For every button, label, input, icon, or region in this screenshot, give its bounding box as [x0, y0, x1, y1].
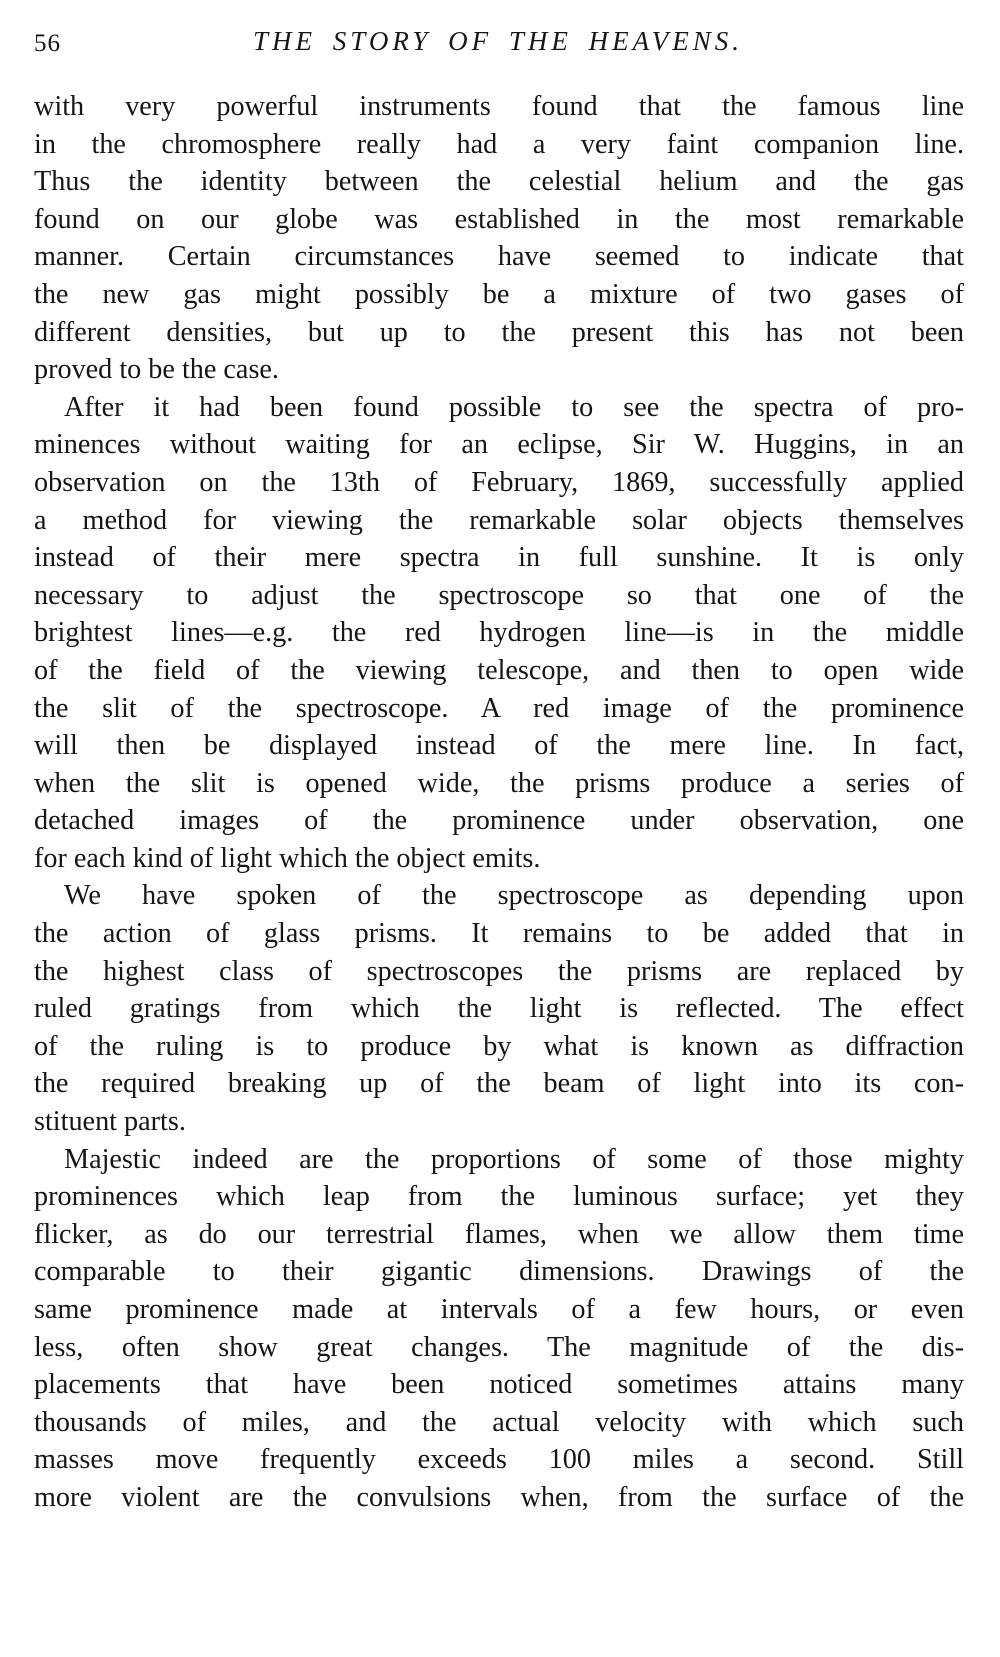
text-line: different densities, but up to the present this has not been	[34, 316, 964, 348]
text-line: masses move frequently exceeds 100 miles a second. Still	[34, 1444, 964, 1476]
text-line: more violent are the convulsions when, from the surface of the	[34, 1481, 964, 1513]
text-line: flicker, as do our terrestrial flames, when we allow them time	[34, 1218, 964, 1250]
text-line: minences without waiting for an eclipse, Sir W. Huggins, in an	[34, 429, 964, 461]
text-line: detached images of the prominence under observation, one	[34, 805, 964, 837]
text-line: prominences which leap from the luminous surface; yet they	[34, 1181, 964, 1213]
text-line: when the slit is opened wide, the prisms produce a series of	[34, 767, 964, 799]
text-line: We have spoken of the spectroscope as depending upon	[64, 880, 964, 912]
text-line: the action of glass prisms. It remains to be added that in	[34, 918, 964, 950]
text-line: observation on the 13th of February, 1869, successfully applied	[34, 466, 964, 498]
text-line: necessary to adjust the spectroscope so that one of the	[34, 579, 964, 611]
text-line: same prominence made at intervals of a few hours, or even	[34, 1294, 964, 1325]
text-line: Thus the identity between the celestial helium and the gas	[34, 166, 964, 198]
text-line: the new gas might possibly be a mixture of two gases of	[34, 278, 964, 310]
text-line: in the chromosphere really had a very faint companion line.	[34, 128, 964, 160]
text-line: the required breaking up of the beam of light into its con-	[34, 1068, 964, 1100]
text-line: brightest lines—e.g. the red hydrogen line—is in the middle	[34, 617, 964, 649]
text-line: a method for viewing the remarkable solar objects themselves	[34, 504, 964, 536]
page-number: 56	[34, 30, 61, 57]
body-text	[34, 88, 964, 1517]
text-line: of the ruling is to produce by what is known as diffraction	[34, 1030, 964, 1062]
text-line: instead of their mere spectra in full sunshine. It is only	[34, 542, 964, 574]
text-line: the slit of the spectroscope. A red image of the prominence	[34, 692, 964, 724]
text-line: placements that have been noticed sometimes attains many	[34, 1369, 964, 1401]
text-line: manner. Certain circumstances have seemed to indicate that	[34, 241, 964, 273]
text-line: for each kind of light which the object emits.	[34, 842, 541, 874]
text-line: ruled gratings from which the light is reflected. The effect	[34, 993, 964, 1025]
text-line: thousands of miles, and the actual velocity with which such	[34, 1406, 964, 1438]
text-line: will then be displayed instead of the mere line. In fact,	[34, 730, 964, 762]
text-line: comparable to their gigantic dimensions. Drawings of the	[34, 1256, 964, 1288]
text-line: less, often show great changes. The magnitude of the dis-	[34, 1331, 964, 1363]
text-line: proved to be the case.	[34, 354, 279, 386]
text-line: Majestic indeed are the proportions of some of those mighty	[64, 1143, 964, 1175]
page-header	[34, 22, 962, 66]
text-line: with very powerful instruments found that the famous line	[34, 91, 964, 122]
text-line: stituent parts.	[34, 1106, 186, 1138]
running-title: THE STORY OF THE HEAVENS.	[253, 26, 743, 56]
text-line: found on our globe was established in the most remarkable	[34, 203, 964, 235]
text-line: the highest class of spectroscopes the prisms are replaced by	[34, 955, 964, 987]
text-line: of the field of the viewing telescope, and then to open wide	[34, 654, 964, 686]
text-line: After it had been found possible to see the spectra of pro-	[64, 391, 964, 423]
